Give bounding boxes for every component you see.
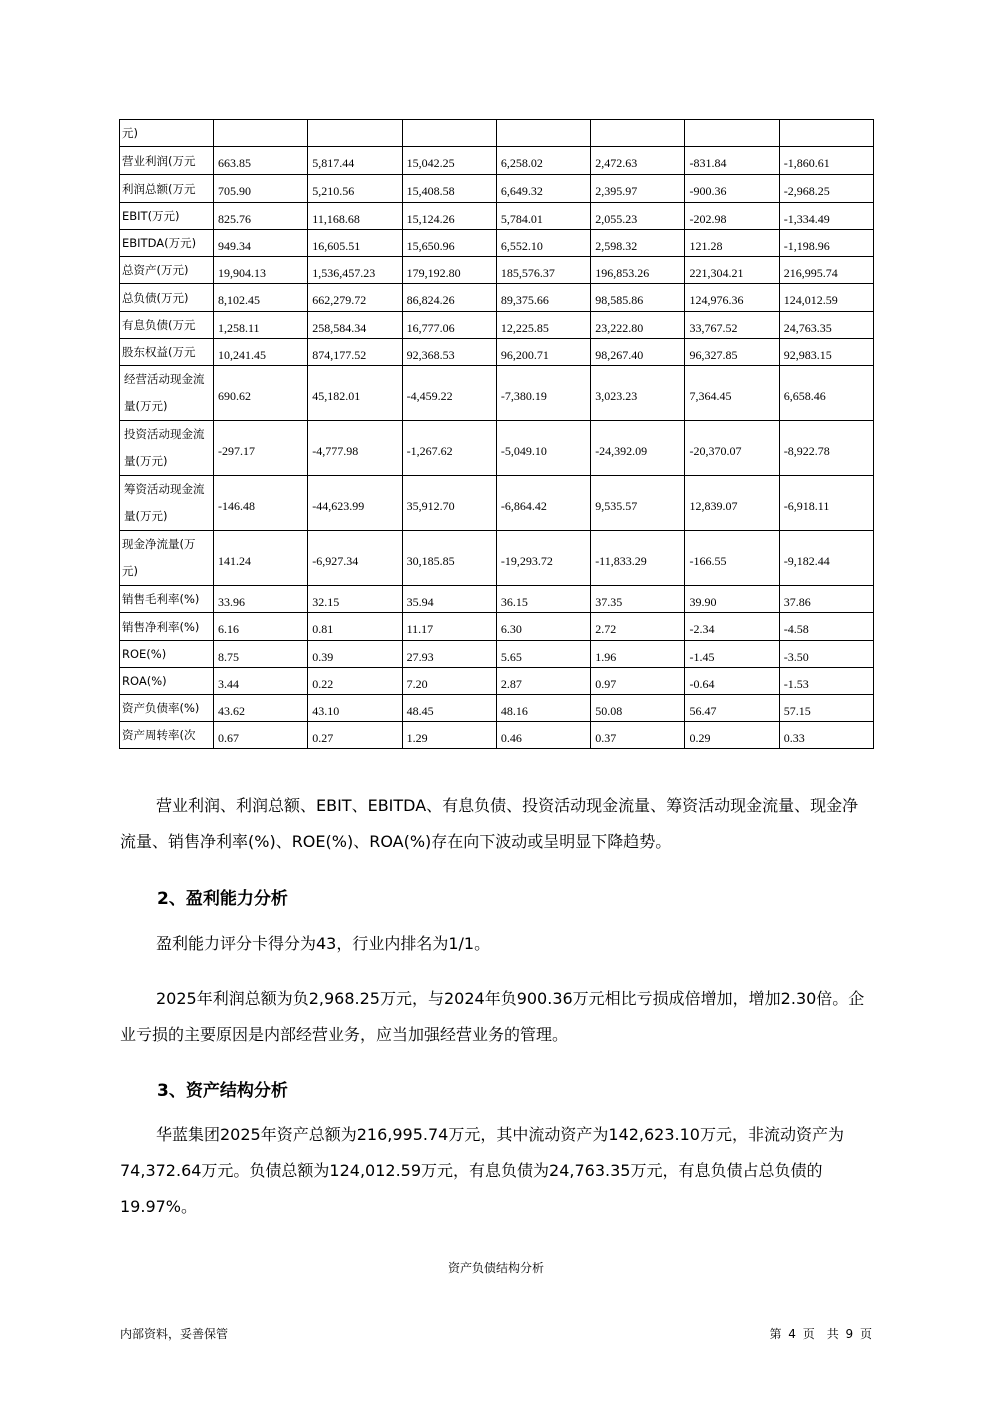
table-cell: 0.81 xyxy=(308,613,402,641)
row-label: 销售毛利率(%) xyxy=(120,586,214,613)
row-label: 元) xyxy=(120,120,214,147)
table-cell: -20,370.07 xyxy=(685,421,779,476)
table-cell: 2,598.32 xyxy=(591,230,685,257)
table-row xyxy=(120,312,874,339)
table-row xyxy=(120,668,874,695)
table-cell: 2,055.23 xyxy=(591,203,685,230)
table-cell: 0.33 xyxy=(779,722,873,749)
table-cell: 48.45 xyxy=(402,695,496,722)
table-cell: 1,536,457.23 xyxy=(308,257,402,284)
table-cell: 11,168.68 xyxy=(308,203,402,230)
table-cell: 36.15 xyxy=(496,586,590,613)
table-row xyxy=(120,284,874,312)
table-cell: 45,182.01 xyxy=(308,366,402,421)
table-cell: 33,767.52 xyxy=(685,312,779,339)
table-cell: 196,853.26 xyxy=(591,257,685,284)
row-label: 股东权益(万元 xyxy=(120,339,214,366)
table-cell xyxy=(308,120,402,147)
table-cell: 23,222.80 xyxy=(591,312,685,339)
table-cell: 5,210.56 xyxy=(308,175,402,203)
table-cell: 15,408.58 xyxy=(402,175,496,203)
table-cell: 2,472.63 xyxy=(591,147,685,175)
table-cell: 3,023.23 xyxy=(591,366,685,421)
row-label: EBITDA(万元) xyxy=(120,230,214,257)
table-cell: 0.22 xyxy=(308,668,402,695)
table-row xyxy=(120,531,874,586)
table-cell: -9,182.44 xyxy=(779,531,873,586)
table-cell: 86,824.26 xyxy=(402,284,496,312)
table-cell: -4,777.98 xyxy=(308,421,402,476)
table-cell: 663.85 xyxy=(214,147,308,175)
row-label: 总资产(万元) xyxy=(120,257,214,284)
table-cell: 5.65 xyxy=(496,641,590,668)
table-row xyxy=(120,339,874,366)
table-cell: 1.29 xyxy=(402,722,496,749)
table-cell: 15,650.96 xyxy=(402,230,496,257)
table-cell: 2.87 xyxy=(496,668,590,695)
row-label: 资产周转率(次 xyxy=(120,722,214,749)
table-cell: -5,049.10 xyxy=(496,421,590,476)
table-cell: -900.36 xyxy=(685,175,779,203)
table-cell: -3.50 xyxy=(779,641,873,668)
table-cell: 0.46 xyxy=(496,722,590,749)
footer-page-number: 第 4 页 共 9 页 xyxy=(769,1327,872,1341)
row-label: 总负债(万元) xyxy=(120,284,214,312)
table-cell: -297.17 xyxy=(214,421,308,476)
table-cell: 185,576.37 xyxy=(496,257,590,284)
table-cell xyxy=(685,120,779,147)
table-cell: 949.34 xyxy=(214,230,308,257)
table-cell: -2.34 xyxy=(685,613,779,641)
table-cell: 19,904.13 xyxy=(214,257,308,284)
table-cell: -44,623.99 xyxy=(308,476,402,531)
table-cell: -4.58 xyxy=(779,613,873,641)
table-cell: 141.24 xyxy=(214,531,308,586)
table-cell: 690.62 xyxy=(214,366,308,421)
row-label: 现金净流量(万元) xyxy=(120,531,214,586)
table-cell: 8,102.45 xyxy=(214,284,308,312)
table-cell: 1.96 xyxy=(591,641,685,668)
table-cell: -146.48 xyxy=(214,476,308,531)
table-cell: -2,968.25 xyxy=(779,175,873,203)
section-2-paragraph-1: 盈利能力评分卡得分为43，行业内排名为1/1。 xyxy=(156,934,491,953)
table-cell: -1,198.96 xyxy=(779,230,873,257)
table-row xyxy=(120,476,874,531)
row-label: 经营活动现金流量(万元) xyxy=(120,366,214,421)
table-cell: 57.15 xyxy=(779,695,873,722)
row-label: 资产负债率(%) xyxy=(120,695,214,722)
table-cell: -4,459.22 xyxy=(402,366,496,421)
table-cell: 258,584.34 xyxy=(308,312,402,339)
table-cell: 121.28 xyxy=(685,230,779,257)
table-cell xyxy=(779,120,873,147)
row-label: 筹资活动现金流量(万元) xyxy=(120,476,214,531)
row-label: 投资活动现金流量(万元) xyxy=(120,421,214,476)
table-cell: 24,763.35 xyxy=(779,312,873,339)
table-cell: 6.30 xyxy=(496,613,590,641)
table-cell: 15,042.25 xyxy=(402,147,496,175)
table-cell: -166.55 xyxy=(685,531,779,586)
table-row xyxy=(120,722,874,749)
section-3-paragraph-1: 华蓝集团2025年资产总额为216,995.74万元，其中流动资产为142,623.10万元，非流动资产为74,372.64万元。负债总额为124,012.59万元，有息负债为24,763.35万元，有息负债占总负债的19.97%。 xyxy=(120,1125,844,1216)
table-cell: -831.84 xyxy=(685,147,779,175)
table-row xyxy=(120,203,874,230)
section-2-paragraph-2: 2025年利润总额为负2,968.25万元，与2024年负900.36万元相比亏损成倍增加，增加2.30倍。企业亏损的主要原因是内部经营业务，应当加强经营业务的管理。 xyxy=(120,989,865,1044)
table-cell: 662,279.72 xyxy=(308,284,402,312)
table-cell: 0.97 xyxy=(591,668,685,695)
table-cell: 0.27 xyxy=(308,722,402,749)
table-cell: 6,658.46 xyxy=(779,366,873,421)
section-3-heading: 3、资产结构分析 xyxy=(157,1081,288,1101)
table-cell: 27.93 xyxy=(402,641,496,668)
table-cell: 7.20 xyxy=(402,668,496,695)
table-cell: 35,912.70 xyxy=(402,476,496,531)
table-row xyxy=(120,257,874,284)
table-cell: -6,927.34 xyxy=(308,531,402,586)
table-cell: 3.44 xyxy=(214,668,308,695)
table-cell xyxy=(214,120,308,147)
table-cell: 5,817.44 xyxy=(308,147,402,175)
table-cell: 1,258.11 xyxy=(214,312,308,339)
table-cell: 12,839.07 xyxy=(685,476,779,531)
table-row xyxy=(120,120,874,147)
table-cell: 7,364.45 xyxy=(685,366,779,421)
row-label: 有息负债(万元 xyxy=(120,312,214,339)
table-cell: -1,267.62 xyxy=(402,421,496,476)
footer-confidential-note: 内部资料，妥善保管 xyxy=(120,1327,229,1341)
table-cell: 6,649.32 xyxy=(496,175,590,203)
table-cell: 32.15 xyxy=(308,586,402,613)
table-cell: -202.98 xyxy=(685,203,779,230)
table-row xyxy=(120,366,874,421)
table-cell: 825.76 xyxy=(214,203,308,230)
row-label: 销售净利率(%) xyxy=(120,613,214,641)
table-cell: 37.35 xyxy=(591,586,685,613)
table-row xyxy=(120,230,874,257)
table-cell: -6,864.42 xyxy=(496,476,590,531)
table-cell xyxy=(591,120,685,147)
row-label: EBIT(万元) xyxy=(120,203,214,230)
table-cell: 92,983.15 xyxy=(779,339,873,366)
table-cell: 12,225.85 xyxy=(496,312,590,339)
table-cell: -24,392.09 xyxy=(591,421,685,476)
table-row xyxy=(120,147,874,175)
table-cell: -0.64 xyxy=(685,668,779,695)
trend-paragraph: 营业利润、利润总额、EBIT、EBITDA、有息负债、投资活动现金流量、筹资活动现金流量、现金净流量、销售净利率(%)、ROE(%)、ROA(%)存在向下波动或呈明显下降趋势。 xyxy=(120,796,859,851)
table-cell: 56.47 xyxy=(685,695,779,722)
row-label: ROA(%) xyxy=(120,668,214,695)
table-cell xyxy=(402,120,496,147)
table-cell: -1,860.61 xyxy=(779,147,873,175)
financial-table-body xyxy=(120,120,874,749)
table-cell: 8.75 xyxy=(214,641,308,668)
table-cell: -1.45 xyxy=(685,641,779,668)
table-cell: 124,976.36 xyxy=(685,284,779,312)
table-row xyxy=(120,421,874,476)
table-cell: 16,777.06 xyxy=(402,312,496,339)
table-cell: 10,241.45 xyxy=(214,339,308,366)
table-cell: -11,833.29 xyxy=(591,531,685,586)
table-row xyxy=(120,175,874,203)
table-cell: 98,585.86 xyxy=(591,284,685,312)
table-cell: 37.86 xyxy=(779,586,873,613)
figure-caption: 资产负债结构分析 xyxy=(447,1261,544,1275)
section-2-heading: 2、盈利能力分析 xyxy=(157,889,288,909)
table-cell: 2.72 xyxy=(591,613,685,641)
table-cell: 874,177.52 xyxy=(308,339,402,366)
table-cell: -19,293.72 xyxy=(496,531,590,586)
table-cell: 92,368.53 xyxy=(402,339,496,366)
table-cell: 705.90 xyxy=(214,175,308,203)
table-cell: 89,375.66 xyxy=(496,284,590,312)
table-cell: 50.08 xyxy=(591,695,685,722)
table-cell: -6,918.11 xyxy=(779,476,873,531)
table-cell: 6,258.02 xyxy=(496,147,590,175)
table-cell: 216,995.74 xyxy=(779,257,873,284)
table-cell: 16,605.51 xyxy=(308,230,402,257)
table-cell: 179,192.80 xyxy=(402,257,496,284)
table-cell: 5,784.01 xyxy=(496,203,590,230)
financial-table xyxy=(119,119,874,749)
table-cell xyxy=(496,120,590,147)
table-cell: 2,395.97 xyxy=(591,175,685,203)
table-cell: 96,327.85 xyxy=(685,339,779,366)
row-label: 营业利润(万元 xyxy=(120,147,214,175)
table-row xyxy=(120,586,874,613)
table-cell: 30,185.85 xyxy=(402,531,496,586)
table-cell: -8,922.78 xyxy=(779,421,873,476)
table-cell: 11.17 xyxy=(402,613,496,641)
table-cell: 124,012.59 xyxy=(779,284,873,312)
table-row xyxy=(120,613,874,641)
table-cell: -1,334.49 xyxy=(779,203,873,230)
table-cell: 35.94 xyxy=(402,586,496,613)
table-cell: 43.62 xyxy=(214,695,308,722)
table-cell: 39.90 xyxy=(685,586,779,613)
table-cell: 221,304.21 xyxy=(685,257,779,284)
table-row xyxy=(120,695,874,722)
table-cell: 6,552.10 xyxy=(496,230,590,257)
table-cell: -1.53 xyxy=(779,668,873,695)
table-cell: 98,267.40 xyxy=(591,339,685,366)
table-cell: 15,124.26 xyxy=(402,203,496,230)
table-cell: 48.16 xyxy=(496,695,590,722)
row-label: 利润总额(万元 xyxy=(120,175,214,203)
table-cell: 0.37 xyxy=(591,722,685,749)
table-cell: 96,200.71 xyxy=(496,339,590,366)
table-cell: 33.96 xyxy=(214,586,308,613)
table-cell: 6.16 xyxy=(214,613,308,641)
table-cell: 0.67 xyxy=(214,722,308,749)
table-cell: -7,380.19 xyxy=(496,366,590,421)
table-cell: 0.29 xyxy=(685,722,779,749)
table-row xyxy=(120,641,874,668)
table-cell: 0.39 xyxy=(308,641,402,668)
table-cell: 9,535.57 xyxy=(591,476,685,531)
row-label: ROE(%) xyxy=(120,641,214,668)
table-cell: 43.10 xyxy=(308,695,402,722)
